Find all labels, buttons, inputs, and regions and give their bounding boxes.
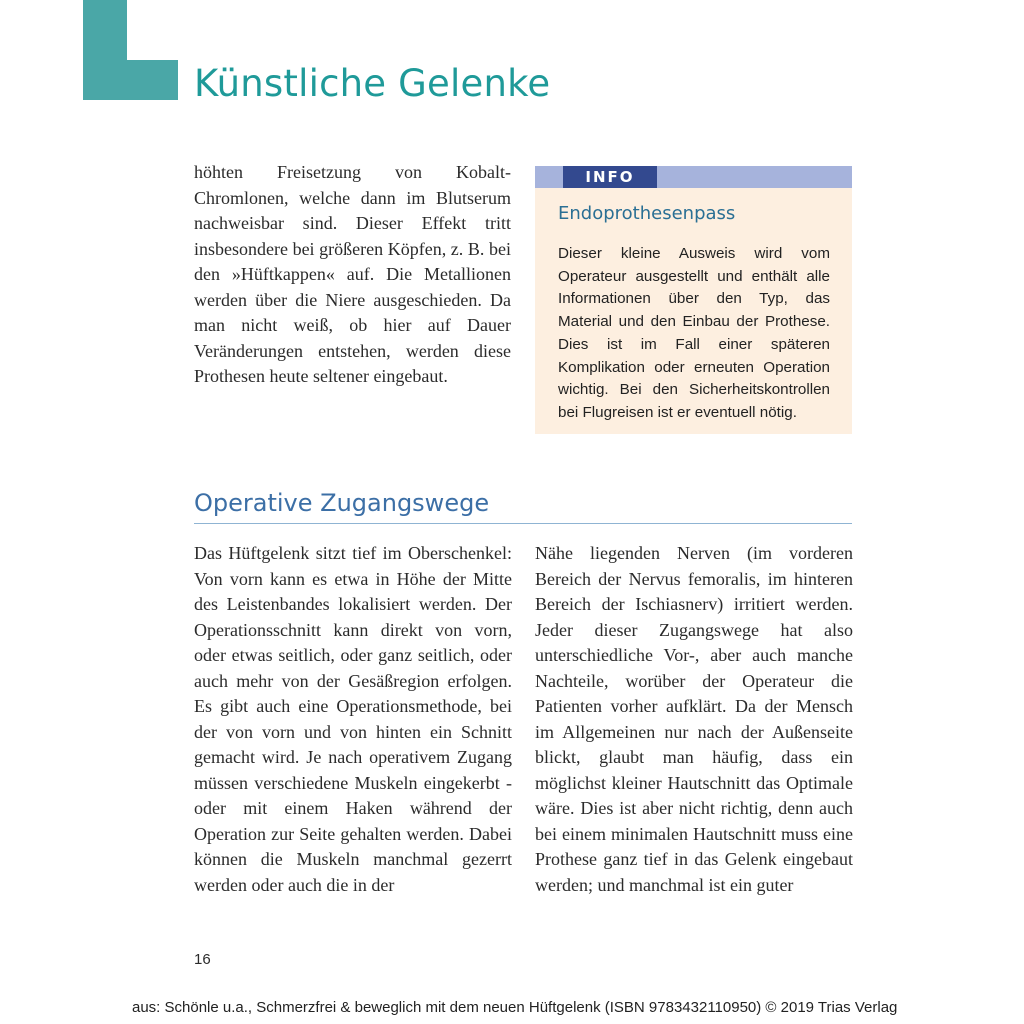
- info-box-title: Endoprothesenpass: [558, 203, 736, 224]
- body-column-right: Nähe liegenden Nerven (im vorderen Bereich der Nervus femoralis, im hinteren Bereich der Ischiasnerv) irritiert werden. Jeder dieser Zugangswege hat also unterschiedliche Vor-, aber auch manche Nachteile, worüber der Operateur die Patienten vorher aufklärt. Da der Mensch im Allgemeinen nur nach der Außenseite blickt, glaubt man häufig, dass ein möglichst kleiner Hautschnitt das Optimale wäre. Dies ist aber nicht richtig, denn auch bei einem minimalen Hautschnitt muss eine Prothese ganz tief in das Gelenk eingebaut werden; und manchmal ist ein guter: [535, 543, 853, 895]
- info-box-header: [535, 166, 852, 188]
- page-number: 16: [194, 951, 211, 968]
- intro-paragraph: höhten Freisetzung von Kobalt-Chromlonen, welche dann im Blutserum nachweisbar sind. Dieser Effekt tritt insbesondere bei größeren Köpfen, z. B. bei den »Hüftkappen« auf. Die Metallionen werden über die Niere ausgeschieden. Da man nicht weiß, ob hier auf Dauer Veränderungen entstehen, werden diese Prothesen heute seltener eingebaut.: [194, 162, 511, 386]
- chapter-marker-horizontal: [83, 60, 178, 100]
- section-heading: Operative Zugangswege: [194, 489, 490, 517]
- section-divider: [194, 523, 852, 524]
- info-box-text: Dieser kleine Ausweis wird vom Operateur ausgestellt und enthält alle Informationen über den Typ, das Material und den Einbau der Prothese. Dies ist im Fall einer späteren Komplikation oder erneuten Operation wichtig. Bei den Sicherheitskontrollen bei Flugreisen ist er eventuell nötig.: [558, 245, 830, 421]
- footer-credit: aus: Schönle u.a., Schmerzfrei & beweglich mit dem neuen Hüftgelenk (ISBN 9783432110950) © 2019 Trias Verlag: [132, 999, 898, 1016]
- body-column-left: Das Hüftgelenk sitzt tief im Oberschenkel: Von vorn kann es etwa in Höhe der Mitte des Leistenbandes lokalisiert werden. Der Operationsschnitt kann direkt von vorn, oder etwas seitlich, oder ganz seitlich, oder auch mehr von der Gesäßregion erfolgen. Es gibt auch eine Operationsmethode, bei der von vorn und von hinten ein Schnitt gemacht wird. Je nach operativem Zugang müssen verschiedene Muskeln eingekerbt - oder mit einem Haken während der Operation zur Seite gehalten werden. Dabei können die Muskeln manchmal gezerrt werden oder auch die in der: [194, 543, 512, 895]
- chapter-title: Künstliche Gelenke: [194, 62, 551, 105]
- info-label: INFO: [563, 166, 657, 188]
- info-box: [535, 166, 852, 434]
